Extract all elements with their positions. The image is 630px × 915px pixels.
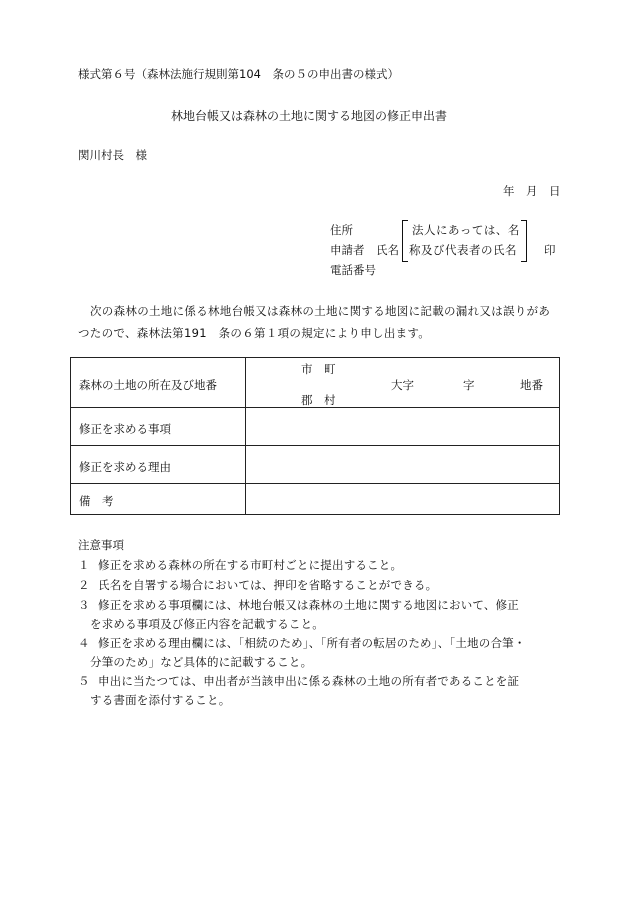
note-item	[78, 596, 558, 634]
remarks-label: 備 考	[79, 494, 114, 508]
note-text: 申出に当たつては、申出者が当該申出に係る森林の土地の所有者であることを証	[98, 674, 520, 688]
bracket-right	[521, 220, 527, 262]
table-row-remarks	[71, 484, 559, 515]
document-title: 林地台帳又は森林の土地に関する地図の修正申出書	[171, 109, 448, 123]
note-text-continued: 分筆のため」など具体的に記載すること。	[90, 655, 313, 669]
note-text-continued: する書面を添付すること。	[90, 693, 231, 707]
correction-reason-label: 修正を求める理由	[79, 460, 171, 474]
column-divider	[245, 408, 246, 445]
note-item	[78, 576, 558, 595]
phone-label: 電話番号	[330, 263, 376, 277]
note-item	[78, 672, 558, 710]
seal-mark: 印	[544, 243, 556, 257]
column-divider	[245, 484, 246, 515]
addressee: 関川村長 様	[78, 148, 147, 162]
address-label: 住所	[330, 223, 353, 237]
corporate-note-line1: 法人にあっては、名	[412, 223, 520, 237]
application-table	[70, 357, 560, 515]
note-item	[78, 634, 558, 672]
location-label: 森林の土地の所在及び地番	[79, 378, 217, 392]
location-chiban: 地番	[520, 378, 543, 392]
table-row-correction-reason	[71, 446, 559, 484]
bracket-left	[402, 220, 408, 262]
table-row-location	[71, 358, 559, 408]
location-city-town: 市 町	[301, 362, 336, 376]
note-number: ４	[78, 636, 90, 650]
column-divider	[245, 446, 246, 483]
form-reference: 様式第６号（森林法施行規則第104 条の５の申出書の様式）	[78, 67, 399, 81]
notes-title: 注意事項	[78, 538, 124, 552]
note-item	[78, 556, 558, 575]
note-number: ５	[78, 674, 90, 688]
column-divider	[245, 358, 246, 407]
note-text: 修正を求める森林の所在する市町村ごとに提出すること。	[98, 558, 403, 572]
correction-items-label: 修正を求める事項	[79, 422, 171, 436]
applicant-label: 申請者	[330, 243, 365, 257]
note-text: 修正を求める事項欄には、林地台帳又は森林の土地に関する地図において、修正	[98, 598, 519, 612]
location-aza: 字	[463, 378, 475, 392]
location-county-village: 郡 村	[301, 393, 336, 407]
note-text-continued: を求める事項及び修正内容を記載すること。	[90, 617, 324, 631]
note-text: 氏名を自署する場合においては、押印を省略することができる。	[98, 578, 438, 592]
table-row-correction-items	[71, 408, 559, 446]
location-oaza: 大字	[391, 378, 414, 392]
note-number: １	[78, 558, 90, 572]
body-paragraph: 次の森林の土地に係る林地台帳又は森林の土地に関する地図に記載の漏れ又は誤りがあつたので、森林法第191 条の６第１項の規定により申し出ます。	[78, 304, 551, 340]
note-number: ３	[78, 598, 90, 612]
note-text: 修正を求める理由欄には、「相続のため」、「所有者の転居のため」、「土地の合筆・	[98, 636, 526, 650]
corporate-note-line2: 称及び代表者の氏名	[409, 243, 517, 257]
name-label: 氏名	[376, 243, 399, 257]
note-number: ２	[78, 578, 90, 592]
date-line: 年 月 日	[503, 184, 561, 198]
